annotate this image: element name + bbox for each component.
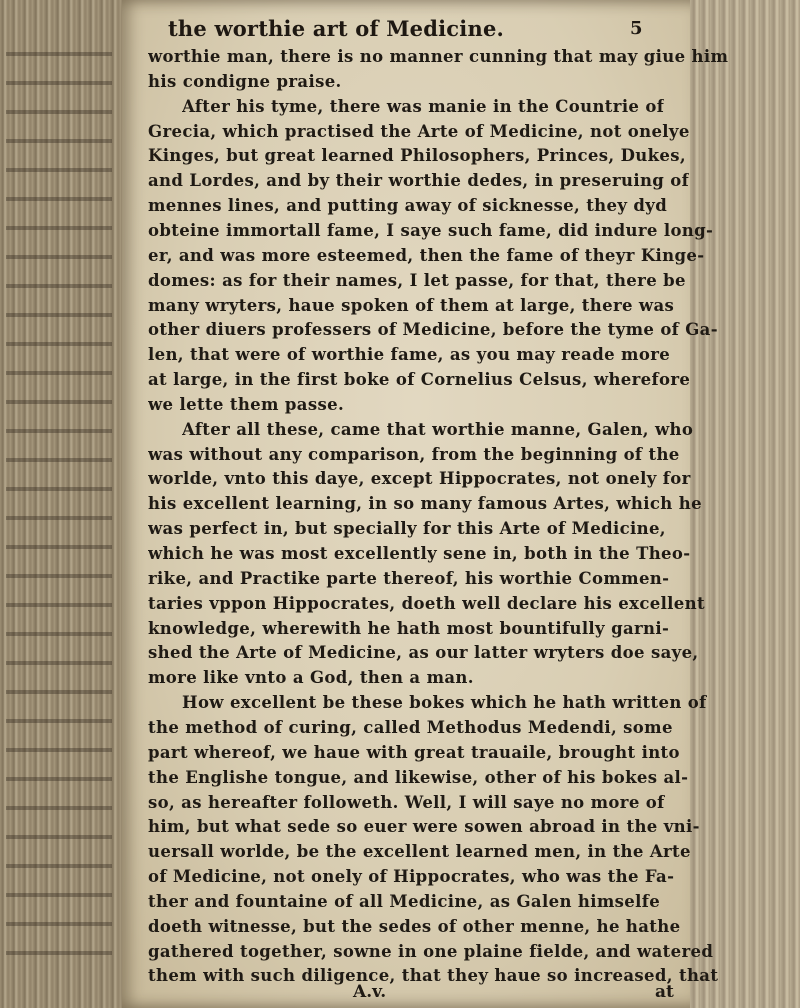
text-line: doeth witnesse, but the sedes of other menne, he hathe — [148, 916, 681, 936]
text-line: worthie man, there is no manner cunning that may giue him — [148, 47, 729, 66]
signature-mark: A.v. — [353, 982, 387, 1002]
text-line: which he was most excellently sene in, both in the Theo- — [148, 544, 691, 563]
text-line: taries vppon Hippocrates, doeth well declare his excellent — [148, 593, 705, 613]
text-line: many wryters, haue spoken of them at large, there was — [148, 295, 675, 315]
bleed-through-text — [6, 40, 112, 968]
text-line: knowledge, wherewith he hath most bountifully garni- — [148, 618, 670, 638]
text-line: was without any comparison, from the beginning of the — [148, 444, 680, 464]
text-line: uersall worlde, be the excellent learned men, in the Arte — [148, 842, 691, 862]
text-line: so, as hereafter followeth. Well, I will saye no more of — [148, 792, 665, 812]
adjacent-page-edge-left — [0, 0, 122, 1008]
text-line: How excellent be these bokes which he hath written of — [182, 693, 707, 713]
text-line: the method of curing, called Methodus Medendi, some — [148, 717, 673, 737]
text-line: and Lordes, and by their worthie dedes, in preseruing of — [148, 171, 690, 191]
text-line: his excellent learning, in so many famous Artes, which he — [148, 494, 702, 514]
text-line: len, that were of worthie fame, as you may reade more — [148, 345, 671, 365]
text-line: we lette them passe. — [148, 394, 345, 414]
text-line: his condigne praise. — [148, 71, 342, 91]
text-line: After his tyme, there was manie in the Countrie of — [182, 96, 665, 116]
text-line: part whereof, we haue with great trauaile, brought into — [148, 742, 680, 762]
text-line: them with such diligence, that they haue so increased, that — [148, 966, 719, 986]
text-line: mennes lines, and putting away of sicknesse, they dyd — [148, 196, 668, 216]
text-line: rike, and Practike parte thereof, his worthie Commen- — [148, 568, 670, 588]
text-line: domes: as for their names, I let passe, for that, there be — [148, 270, 686, 290]
text-line: of Medicine, not onely of Hippocrates, who was the Fa- — [148, 867, 675, 887]
text-line: shed the Arte of Medicine, as our latter wryters doe saye, — [148, 643, 699, 663]
text-line: After all these, came that worthie manne, Galen, who — [182, 419, 694, 439]
text-line: Grecia, which practised the Arte of Medicine, not onelye — [148, 121, 690, 141]
text-line: at large, in the first boke of Cornelius Celsus, wherefore — [148, 370, 691, 390]
text-line: him, but what sede so euer were sowen abroad in the vni- — [148, 817, 700, 837]
text-line: er, and was more esteemed, then the fame of theyr Kinge- — [148, 245, 705, 265]
text-line: other diuers professers of Medicine, before the tyme of Ga- — [148, 320, 718, 340]
text-line: obteine immortall fame, I saye such fame, did indure long- — [148, 220, 714, 240]
text-line: more like vnto a God, then a man. — [148, 668, 474, 688]
catchword: at — [655, 982, 674, 1002]
text-line: ther and fountaine of all Medicine, as Galen himselfe — [148, 891, 661, 911]
page-number: 5 — [630, 18, 643, 39]
text-line: worlde, vnto this daye, except Hippocrates, not onely for — [148, 469, 691, 489]
text-line: gathered together, sowne in one plaine fielde, and watered — [148, 941, 714, 961]
text-line: was perfect in, but specially for this Arte of Medicine, — [148, 519, 666, 539]
text-line: the Englishe tongue, and likewise, other of his bokes al- — [148, 767, 689, 787]
text-line: Kinges, but great learned Philosophers, Princes, Dukes, — [148, 146, 686, 166]
page-stack-edge-right — [690, 0, 800, 1008]
running-head: the worthie art of Medicine. — [168, 16, 505, 41]
